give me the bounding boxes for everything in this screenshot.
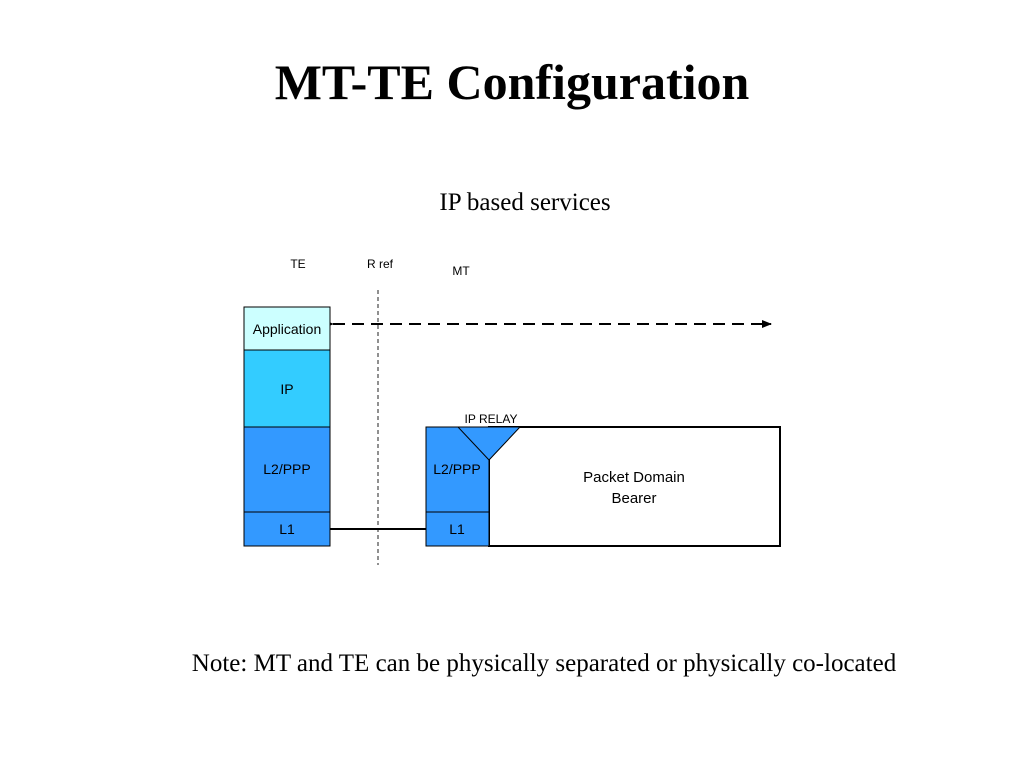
- footnote: Note: MT and TE can be physically separated or physically co-located: [191, 650, 897, 677]
- mt-label: MT: [452, 264, 470, 278]
- packet-domain-bearer-box: [489, 427, 780, 546]
- te-application-label: Application: [252, 321, 322, 337]
- te-protocol-stack: [244, 307, 330, 546]
- mt-l1-label: L1: [449, 521, 465, 537]
- te-label: TE: [290, 257, 306, 271]
- bearer-label-line2: Bearer: [611, 490, 657, 507]
- te-l1-label: L1: [279, 521, 295, 537]
- r-ref-label: R ref: [366, 257, 394, 271]
- te-ip-label: IP: [280, 381, 294, 397]
- mt-l2ppp-label: L2/PPP: [433, 461, 481, 477]
- diagram-subtitle: IP based services: [439, 189, 611, 216]
- bearer-label-line1: Packet Domain: [583, 469, 685, 486]
- ip-relay-label: IP RELAY: [464, 412, 518, 426]
- page-title: MT-TE Configuration: [274, 54, 750, 110]
- te-l2ppp-label: L2/PPP: [263, 461, 311, 477]
